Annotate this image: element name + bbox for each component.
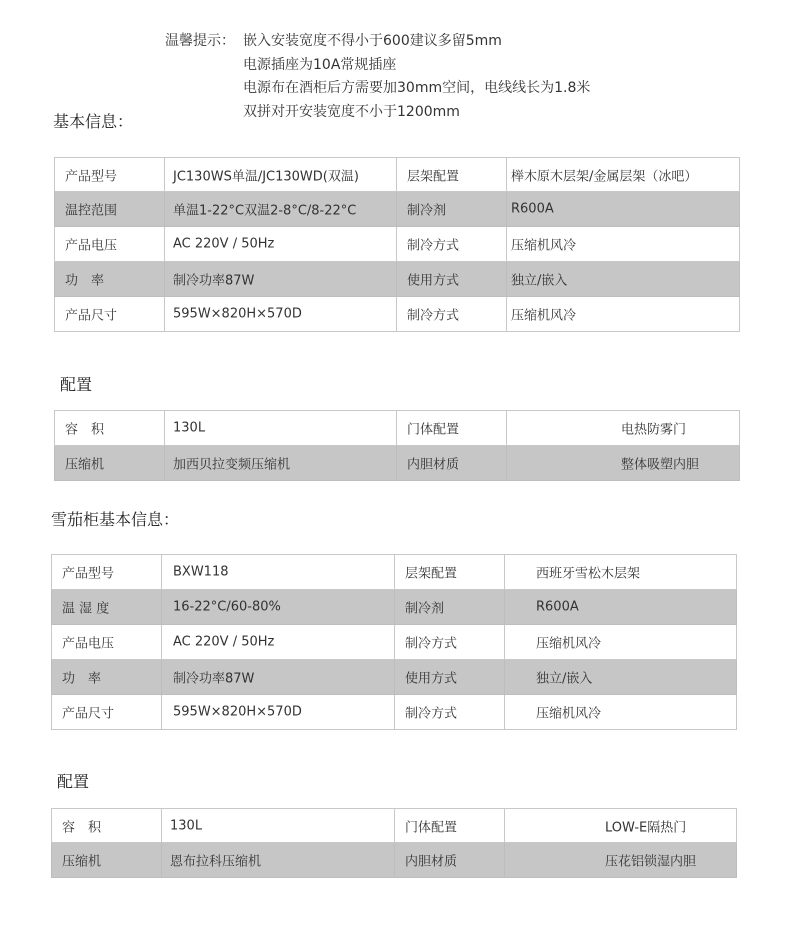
spec-value: 整体吸塑内胆 bbox=[621, 457, 700, 473]
spec-label: 压缩机 bbox=[65, 457, 105, 473]
table-cell bbox=[507, 411, 740, 446]
table-cell bbox=[397, 227, 507, 262]
tips-line: 电源插座为10A常规插座 bbox=[243, 56, 397, 73]
spec-value: 595W×820H×570D bbox=[173, 704, 302, 720]
spec-label: 制冷方式 bbox=[405, 636, 458, 652]
table-cell bbox=[397, 192, 507, 227]
table-cell bbox=[55, 411, 165, 446]
spec-label: 制冷剂 bbox=[407, 203, 447, 219]
spec-label: 层架配置 bbox=[405, 566, 458, 582]
spec-value: 西班牙雪松木层架 bbox=[536, 566, 641, 582]
table-row bbox=[52, 555, 737, 590]
spec-label: 压缩机 bbox=[62, 854, 102, 870]
table-row bbox=[55, 158, 740, 192]
spec-label: 容 积 bbox=[62, 820, 102, 835]
table-cell bbox=[397, 158, 507, 192]
spec-label: 内胆材质 bbox=[405, 854, 458, 870]
spec-label: 门体配置 bbox=[407, 422, 460, 438]
table-cell bbox=[52, 625, 162, 660]
spec-label: 产品尺寸 bbox=[62, 706, 115, 722]
table-row bbox=[52, 590, 737, 625]
spec-value: 130L bbox=[173, 420, 206, 436]
spec-label: 温 湿 度 bbox=[62, 601, 110, 617]
spec-label: 层架配置 bbox=[407, 169, 460, 184]
table-cell bbox=[395, 625, 505, 660]
spec-label: 产品型号 bbox=[62, 566, 115, 582]
table-cell bbox=[505, 625, 737, 660]
spec-value: 制冷功率87W bbox=[173, 273, 255, 289]
spec-label: 容 积 bbox=[65, 422, 105, 438]
table-cell bbox=[55, 297, 165, 332]
section-title-basic-info: 基本信息： bbox=[53, 112, 134, 131]
spec-value: 压缩机风冷 bbox=[511, 308, 577, 324]
spec-value: LOW-E隔热门 bbox=[605, 820, 687, 835]
table-cell bbox=[52, 843, 162, 878]
table-cell bbox=[395, 695, 505, 730]
spec-value: 16-22°C/60-80% bbox=[173, 599, 281, 615]
table-row bbox=[55, 411, 740, 446]
section-title-cigar-config: 配置 bbox=[57, 772, 90, 791]
table-cell bbox=[397, 297, 507, 332]
table-cell bbox=[165, 227, 397, 262]
spec-value: 595W×820H×570D bbox=[173, 306, 302, 322]
tips-line: 嵌入安装宽度不得小于600建议多留5mm bbox=[243, 33, 502, 49]
table-cell bbox=[52, 555, 162, 590]
spec-label: 温控范围 bbox=[65, 203, 118, 219]
table-cell bbox=[55, 446, 165, 481]
table-cell bbox=[165, 297, 397, 332]
table-cell bbox=[507, 158, 740, 192]
table-cell bbox=[52, 695, 162, 730]
table-row bbox=[55, 192, 740, 227]
table-cell bbox=[165, 158, 397, 192]
spec-label: 功 率 bbox=[65, 273, 105, 289]
spec-value: 130L bbox=[170, 818, 203, 833]
table-row bbox=[55, 227, 740, 262]
table-row bbox=[55, 262, 740, 297]
tips-line: 双拼对开安装宽度不小于1200mm bbox=[243, 103, 460, 120]
table-cell bbox=[507, 227, 740, 262]
table-cell bbox=[165, 446, 397, 481]
cigar-basic-info-table bbox=[51, 554, 737, 730]
table-cell bbox=[395, 660, 505, 695]
table-row bbox=[52, 843, 737, 878]
spec-label: 制冷剂 bbox=[405, 601, 445, 617]
spec-value: 独立/嵌入 bbox=[536, 671, 593, 687]
spec-value: 榉木原木层架/金属层架（冰吧） bbox=[511, 169, 698, 184]
table-cell bbox=[395, 555, 505, 590]
table-cell bbox=[162, 809, 395, 843]
spec-value: 压花铝锁湿内胆 bbox=[605, 854, 697, 870]
spec-value: AC 220V / 50Hz bbox=[173, 634, 275, 650]
spec-value: 电热防雾门 bbox=[621, 422, 687, 438]
table-cell bbox=[507, 192, 740, 227]
spec-label: 内胆材质 bbox=[407, 457, 460, 473]
table-cell bbox=[55, 262, 165, 297]
tips-label: 温馨提示： bbox=[165, 33, 235, 49]
spec-label: 制冷方式 bbox=[405, 706, 458, 722]
table-cell bbox=[165, 411, 397, 446]
spec-value: BXW118 bbox=[173, 564, 229, 580]
table-cell bbox=[507, 446, 740, 481]
basic-info-table bbox=[54, 157, 740, 332]
table-cell bbox=[505, 809, 737, 843]
table-cell bbox=[55, 227, 165, 262]
spec-label: 制冷方式 bbox=[407, 308, 460, 324]
table-cell bbox=[505, 590, 737, 625]
spec-label: 功 率 bbox=[62, 671, 102, 687]
table-cell bbox=[505, 555, 737, 590]
table-cell bbox=[55, 192, 165, 227]
table-row bbox=[52, 660, 737, 695]
table-row bbox=[55, 297, 740, 332]
table-cell bbox=[162, 843, 395, 878]
spec-value: 压缩机风冷 bbox=[536, 636, 602, 652]
config-table bbox=[54, 410, 740, 481]
table-cell bbox=[165, 262, 397, 297]
spec-value: JC130WS单温/JC130WD(双温) bbox=[173, 169, 359, 184]
spec-label: 产品电压 bbox=[62, 636, 115, 652]
spec-label: 产品电压 bbox=[65, 238, 118, 254]
table-row bbox=[52, 809, 737, 843]
spec-value: 压缩机风冷 bbox=[511, 238, 577, 254]
table-cell bbox=[52, 660, 162, 695]
spec-label: 产品尺寸 bbox=[65, 308, 118, 324]
tips-line: 电源布在酒柜后方需要加30mm空间，电线线长为1.8米 bbox=[243, 80, 591, 97]
table-cell bbox=[505, 660, 737, 695]
table-cell bbox=[505, 695, 737, 730]
spec-label: 使用方式 bbox=[405, 671, 458, 687]
table-cell bbox=[507, 262, 740, 297]
table-cell bbox=[395, 590, 505, 625]
spec-value: 单温1-22°C双温2-8°C/8-22°C bbox=[173, 203, 357, 219]
install-tips bbox=[165, 30, 590, 124]
table-cell bbox=[397, 411, 507, 446]
table-row bbox=[52, 625, 737, 660]
spec-label: 制冷方式 bbox=[407, 238, 460, 254]
table-cell bbox=[397, 446, 507, 481]
spec-value: 独立/嵌入 bbox=[511, 273, 568, 289]
spec-value: 压缩机风冷 bbox=[536, 706, 602, 722]
spec-value: 制冷功率87W bbox=[173, 671, 255, 687]
table-cell bbox=[55, 158, 165, 192]
table-cell bbox=[395, 809, 505, 843]
spec-value: R600A bbox=[536, 599, 579, 615]
table-cell bbox=[165, 192, 397, 227]
table-cell bbox=[52, 809, 162, 843]
spec-label: 使用方式 bbox=[407, 273, 460, 289]
section-title-config: 配置 bbox=[60, 375, 93, 394]
spec-value: AC 220V / 50Hz bbox=[173, 236, 275, 252]
table-row bbox=[55, 446, 740, 481]
table-cell bbox=[395, 843, 505, 878]
spec-value: 加西贝拉变频压缩机 bbox=[173, 457, 291, 473]
table-cell bbox=[507, 297, 740, 332]
table-cell bbox=[162, 695, 395, 730]
spec-value: 恩布拉科压缩机 bbox=[170, 854, 262, 870]
section-title-cigar-basic-info: 雪茄柜基本信息： bbox=[51, 510, 180, 529]
spec-value: R600A bbox=[511, 201, 554, 217]
table-cell bbox=[162, 590, 395, 625]
table-cell bbox=[162, 555, 395, 590]
table-row bbox=[52, 695, 737, 730]
spec-label: 门体配置 bbox=[405, 820, 458, 835]
table-cell bbox=[505, 843, 737, 878]
table-cell bbox=[162, 625, 395, 660]
table-cell bbox=[397, 262, 507, 297]
spec-label: 产品型号 bbox=[65, 169, 118, 184]
table-cell bbox=[52, 590, 162, 625]
table-cell bbox=[162, 660, 395, 695]
cigar-config-table bbox=[51, 808, 737, 878]
